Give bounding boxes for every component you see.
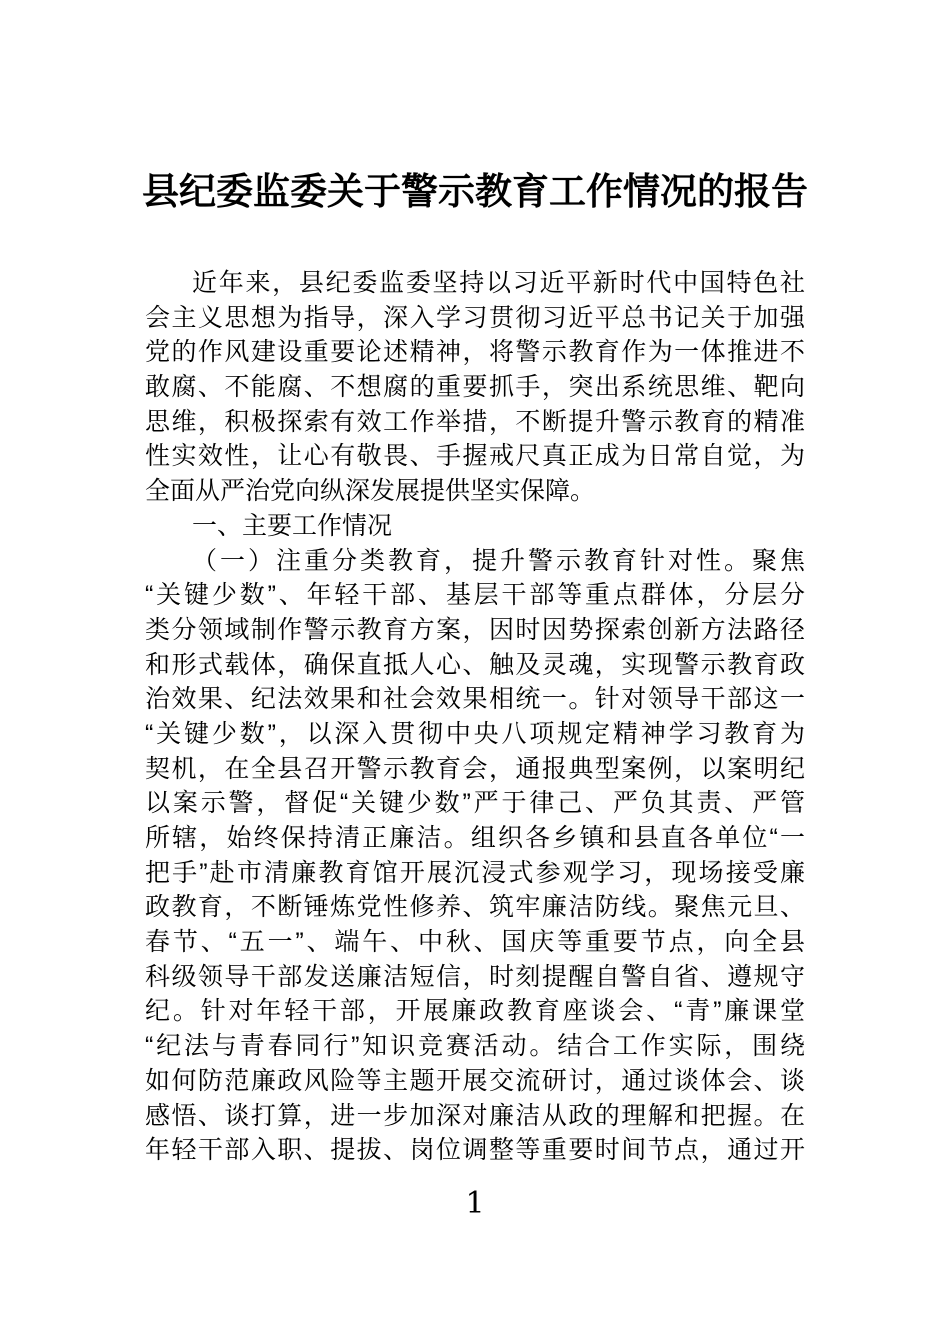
text-line: 政教育，不断锤炼党性修养、筑牢廉洁防线。聚焦元旦、 — [145, 893, 805, 922]
text-line: 纪。针对年轻干部，开展廉政教育座谈会、“青”廉课堂 — [145, 997, 805, 1026]
text-line: 所辖，始终保持清正廉洁。组织各乡镇和县直各单位“一 — [145, 824, 805, 852]
section-1-1-paragraph — [145, 544, 805, 1168]
text-line: （一）注重分类教育，提升警示教育针对性。聚焦 — [192, 546, 805, 575]
text-line: 全面从严治党向纵深发展提供坚实保障。 — [145, 477, 596, 506]
text-line: “关键少数”，以深入贯彻中央八项规定精神学习教育为 — [145, 719, 805, 748]
text-line: “关键少数”、年轻干部、基层干部等重点群体，分层分 — [145, 581, 805, 610]
document-body — [145, 266, 805, 1168]
text-line: 敢腐、不能腐、不想腐的重要抓手，突出系统思维、靶向 — [145, 373, 805, 402]
text-line: 党的作风建设重要论述精神，将警示教育作为一体推进不 — [145, 338, 805, 367]
document-title: 县纪委监委关于警示教育工作情况的报告 — [142, 171, 808, 212]
text-line: 感悟、谈打算，进一步加深对廉洁从政的理解和把握。在 — [145, 1101, 805, 1130]
text-line: 科级领导干部发送廉洁短信，时刻提醒自警自省、遵规守 — [145, 962, 805, 991]
text-line: 性实效性，让心有敬畏、手握戒尺真正成为日常自觉，为 — [145, 442, 805, 471]
section-heading-paragraph — [145, 509, 805, 544]
text-line: 契机，在全县召开警示教育会，通报典型案例，以案明纪 — [145, 754, 805, 783]
text-line: 把手”赴市清廉教育馆开展沉浸式参观学习，现场接受廉 — [145, 858, 805, 887]
text-line: 近年来，县纪委监委坚持以习近平新时代中国特色社 — [192, 269, 805, 297]
text-line: 如何防范廉政风险等主题开展交流研讨，通过谈体会、谈 — [145, 1066, 805, 1095]
text-line: “纪法与青春同行”知识竞赛活动。结合工作实际，围绕 — [145, 1032, 805, 1061]
text-line: 年轻干部入职、提拔、岗位调整等重要时间节点，通过开 — [145, 1136, 805, 1165]
text-line: 治效果、纪法效果和社会效果相统一。针对领导干部这一 — [145, 685, 805, 714]
text-line: 类分领域制作警示教育方案，因时因势探索创新方法路径 — [145, 615, 805, 644]
text-line: 一、主要工作情况 — [192, 511, 393, 540]
text-line: 春节、“五一”、端午、中秋、国庆等重要节点，向全县 — [145, 928, 805, 957]
text-line: 和形式载体，确保直抵人心、触及灵魂，实现警示教育政 — [145, 650, 805, 679]
page-number: 1 — [465, 1185, 485, 1221]
intro-paragraph — [145, 266, 805, 509]
text-line: 以案示警，督促“关键少数”严于律己、严负其责、严管 — [145, 789, 805, 818]
text-line: 会主义思想为指导，深入学习贯彻习近平总书记关于加强 — [145, 303, 805, 332]
text-line: 思维，积极探索有效工作举措，不断提升警示教育的精准 — [145, 407, 805, 436]
